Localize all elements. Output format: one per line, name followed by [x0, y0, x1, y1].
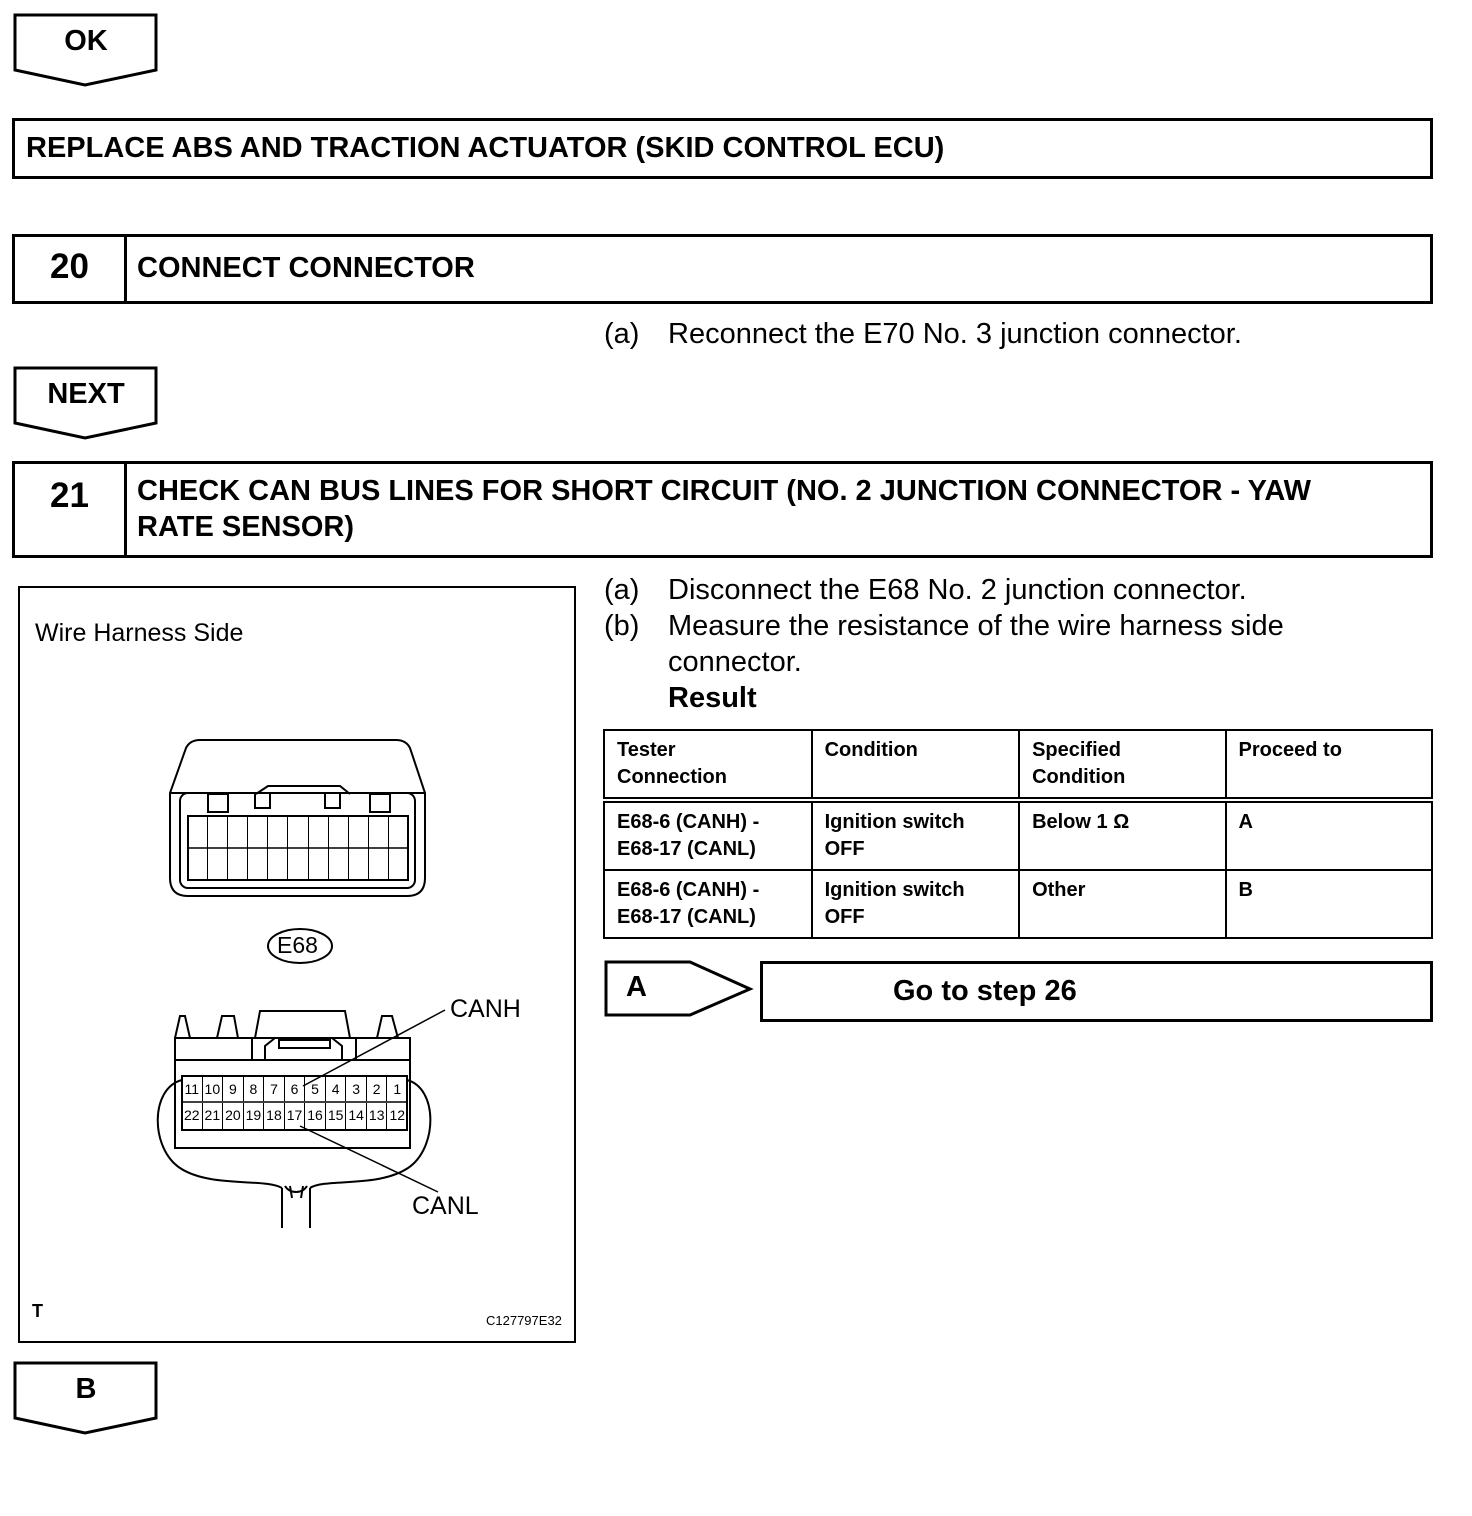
pin-cell: 7 [264, 1077, 285, 1101]
cavity [188, 816, 208, 848]
cavity [369, 848, 389, 880]
step-21-title-line-1: CHECK CAN BUS LINES FOR SHORT CIRCUIT (NO. 2 JUNCTION CONNECTOR - YAW [137, 475, 1312, 507]
cavity [389, 848, 408, 880]
cavity [329, 848, 349, 880]
pin-row-top [182, 1077, 407, 1101]
canh-label: CANH [450, 995, 521, 1023]
pin-cell: 11 [182, 1077, 203, 1101]
step-21-header [12, 461, 1433, 558]
result-heading: Result [668, 682, 757, 714]
a-label: A [626, 971, 647, 1003]
cell-proceed: B [1226, 870, 1432, 938]
table-header-row [604, 730, 1432, 800]
cavity [349, 816, 369, 848]
pin-cell: 2 [367, 1077, 388, 1101]
table-row [604, 800, 1432, 870]
result-table [603, 729, 1433, 939]
pin-cell: 21 [203, 1103, 224, 1129]
next-label: NEXT [47, 378, 125, 410]
header-tester-connection: Tester Connection [604, 730, 812, 800]
pin-cell: 9 [223, 1077, 244, 1101]
cell-spec: Other [1019, 870, 1225, 938]
cavity [309, 816, 329, 848]
cell-proceed: A [1226, 800, 1432, 870]
pin-cell: 4 [326, 1077, 347, 1101]
cavity [248, 816, 268, 848]
pin-cell: 3 [346, 1077, 367, 1101]
cell-connection: E68-6 (CANH) - E68-17 (CANL) [604, 800, 812, 870]
top-connector-cavities [188, 816, 408, 848]
connector-label: E68 [277, 932, 318, 958]
step-20-marker-a: (a) [604, 318, 640, 350]
pin-cell: 16 [305, 1103, 326, 1129]
pin-cell: 19 [244, 1103, 265, 1129]
cavity [349, 848, 369, 880]
cavity [309, 848, 329, 880]
cavity [288, 816, 308, 848]
pin-cell: 8 [244, 1077, 265, 1101]
step-number-divider [124, 464, 127, 555]
cavity [188, 848, 208, 880]
step-21-title-line-2: RATE SENSOR) [137, 511, 354, 543]
figure-code: C127797E32 [486, 1313, 562, 1328]
replace-actuator-box [12, 118, 1433, 179]
pin-cell: 5 [305, 1077, 326, 1101]
pin-cell: 15 [326, 1103, 347, 1129]
go-to-step-label: Go to step 26 [893, 975, 1077, 1007]
next-flow-tag [13, 366, 159, 440]
ok-flow-tag [13, 13, 159, 87]
step-20-number: 20 [50, 247, 89, 286]
pin-cell: 10 [203, 1077, 224, 1101]
cavity [248, 848, 268, 880]
step-20-instruction-a: Reconnect the E70 No. 3 junction connector. [668, 318, 1242, 350]
cell-spec: Below 1 Ω [1019, 800, 1225, 870]
step-21-instruction-b: Measure the resistance of the wire harness side [668, 610, 1284, 642]
pin-row-bottom [182, 1103, 407, 1129]
step-21-marker-a: (a) [604, 574, 640, 606]
cavity [208, 848, 228, 880]
cell-condition: Ignition switch OFF [812, 800, 1019, 870]
figure-caption: Wire Harness Side [35, 619, 244, 647]
cavity [389, 816, 408, 848]
cavity [329, 816, 349, 848]
cavity [288, 848, 308, 880]
top-connector-cavities [188, 848, 408, 880]
ok-label: OK [64, 25, 108, 57]
cavity [268, 816, 288, 848]
step-21-marker-b: (b) [604, 610, 640, 642]
replace-actuator-title: REPLACE ABS AND TRACTION ACTUATOR (SKID CONTROL ECU) [26, 132, 945, 164]
header-condition: Condition [812, 730, 1019, 800]
header-specified-condition: Specified Condition [1019, 730, 1225, 800]
cell-connection: E68-6 (CANH) - E68-17 (CANL) [604, 870, 812, 938]
canl-label: CANL [412, 1192, 479, 1220]
cell-condition: Ignition switch OFF [812, 870, 1019, 938]
header-proceed-to: Proceed to [1226, 730, 1432, 800]
cavity [369, 816, 389, 848]
step-number-divider [124, 237, 127, 301]
cavity [208, 816, 228, 848]
step-20-header [12, 234, 1433, 304]
pin-cell: 1 [393, 1081, 402, 1097]
pin-cell: 22 [182, 1103, 203, 1129]
go-to-step-box [760, 961, 1433, 1022]
corner-mark: T [32, 1301, 43, 1321]
step-21-instruction-b-cont: connector. [668, 646, 802, 678]
cavity [228, 816, 248, 848]
cavity [268, 848, 288, 880]
wire-harness-figure [18, 586, 576, 1343]
pin-cell: 14 [346, 1103, 367, 1129]
step-20-title: CONNECT CONNECTOR [137, 252, 475, 284]
pin-cell: 18 [264, 1103, 285, 1129]
connector-drawing [20, 588, 576, 1343]
pin-cell: 6 [285, 1077, 306, 1101]
step-21-instruction-a: Disconnect the E68 No. 2 junction connector. [668, 574, 1247, 606]
pin-cell: 20 [223, 1103, 244, 1129]
step-21-number: 21 [50, 476, 89, 515]
pin-cell: 13 [367, 1103, 388, 1129]
b-flow-tag [13, 1361, 159, 1435]
pin-cell: 12 [389, 1107, 406, 1123]
a-flow-tag [604, 960, 754, 1018]
b-label: B [75, 1373, 97, 1405]
cavity [228, 848, 248, 880]
table-row [604, 870, 1432, 938]
pin-cell: 17 [285, 1103, 306, 1129]
